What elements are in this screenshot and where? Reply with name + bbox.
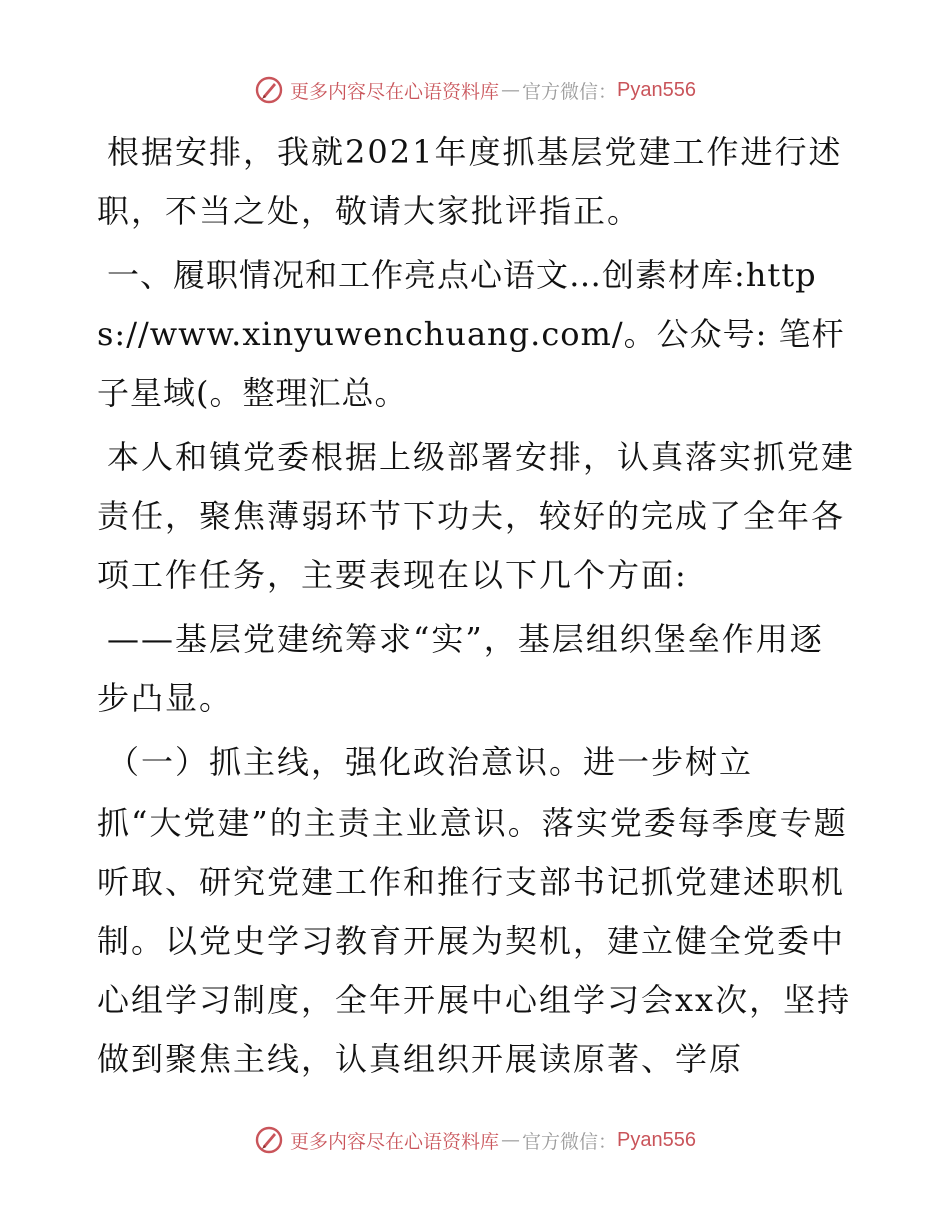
watermark-brand-text: 更多内容尽在心语资料库 xyxy=(290,80,500,103)
watermark-separator: — xyxy=(501,1129,521,1151)
watermark-wechat-id: Pyan556 xyxy=(617,78,696,101)
quill-logo-icon xyxy=(254,1125,284,1155)
watermark-wechat-id: Pyan556 xyxy=(617,1128,696,1151)
paragraph-summary: 本人和镇党委根据上级部署安排，认真落实抓党建责任，聚焦薄弱环节下功夫，较好的完成了全年各项工作任务，主要表现在以下几个方面: xyxy=(97,438,856,594)
document-body xyxy=(97,123,857,1091)
header-watermark xyxy=(0,73,950,107)
paragraph-intro: 根据安排，我就2021年度抓基层党建工作进行述职，不当之处，敬请大家批评指正。 xyxy=(97,133,843,230)
watermark-wechat-label: 官方微信： xyxy=(522,80,618,103)
paragraph-section-one: 一、履职情况和工作亮点心语文…创素材库:https://www.xinyuwenchuang.com/。公众号: 笔杆子星域(。整理汇总。 xyxy=(97,256,845,412)
watermark-separator: — xyxy=(501,79,521,101)
watermark-wechat-label: 官方微信： xyxy=(522,1130,618,1153)
paragraph-item-one-heading: （一）抓主线，强化政治意识。进一步树立 xyxy=(107,743,754,781)
watermark-brand-text: 更多内容尽在心语资料库 xyxy=(290,1130,500,1153)
quill-logo-icon xyxy=(254,75,284,105)
footer-watermark xyxy=(0,1123,950,1157)
paragraph-subheading: ——基层党建统筹求“实”，基层组织堡垒作用逐步凸显。 xyxy=(97,620,824,717)
paragraph-item-one-body: 抓“大党建”的主责主业意识。落实党委每季度专题听取、研究党建工作和推行支部书记抓党建述职机制。以党史学习教育开展为契机，建立健全党委中心组学习制度，全年开展中心组学习会xx次，坚持做到聚焦主线，认真组织开展读原著、学原 xyxy=(97,804,852,1078)
